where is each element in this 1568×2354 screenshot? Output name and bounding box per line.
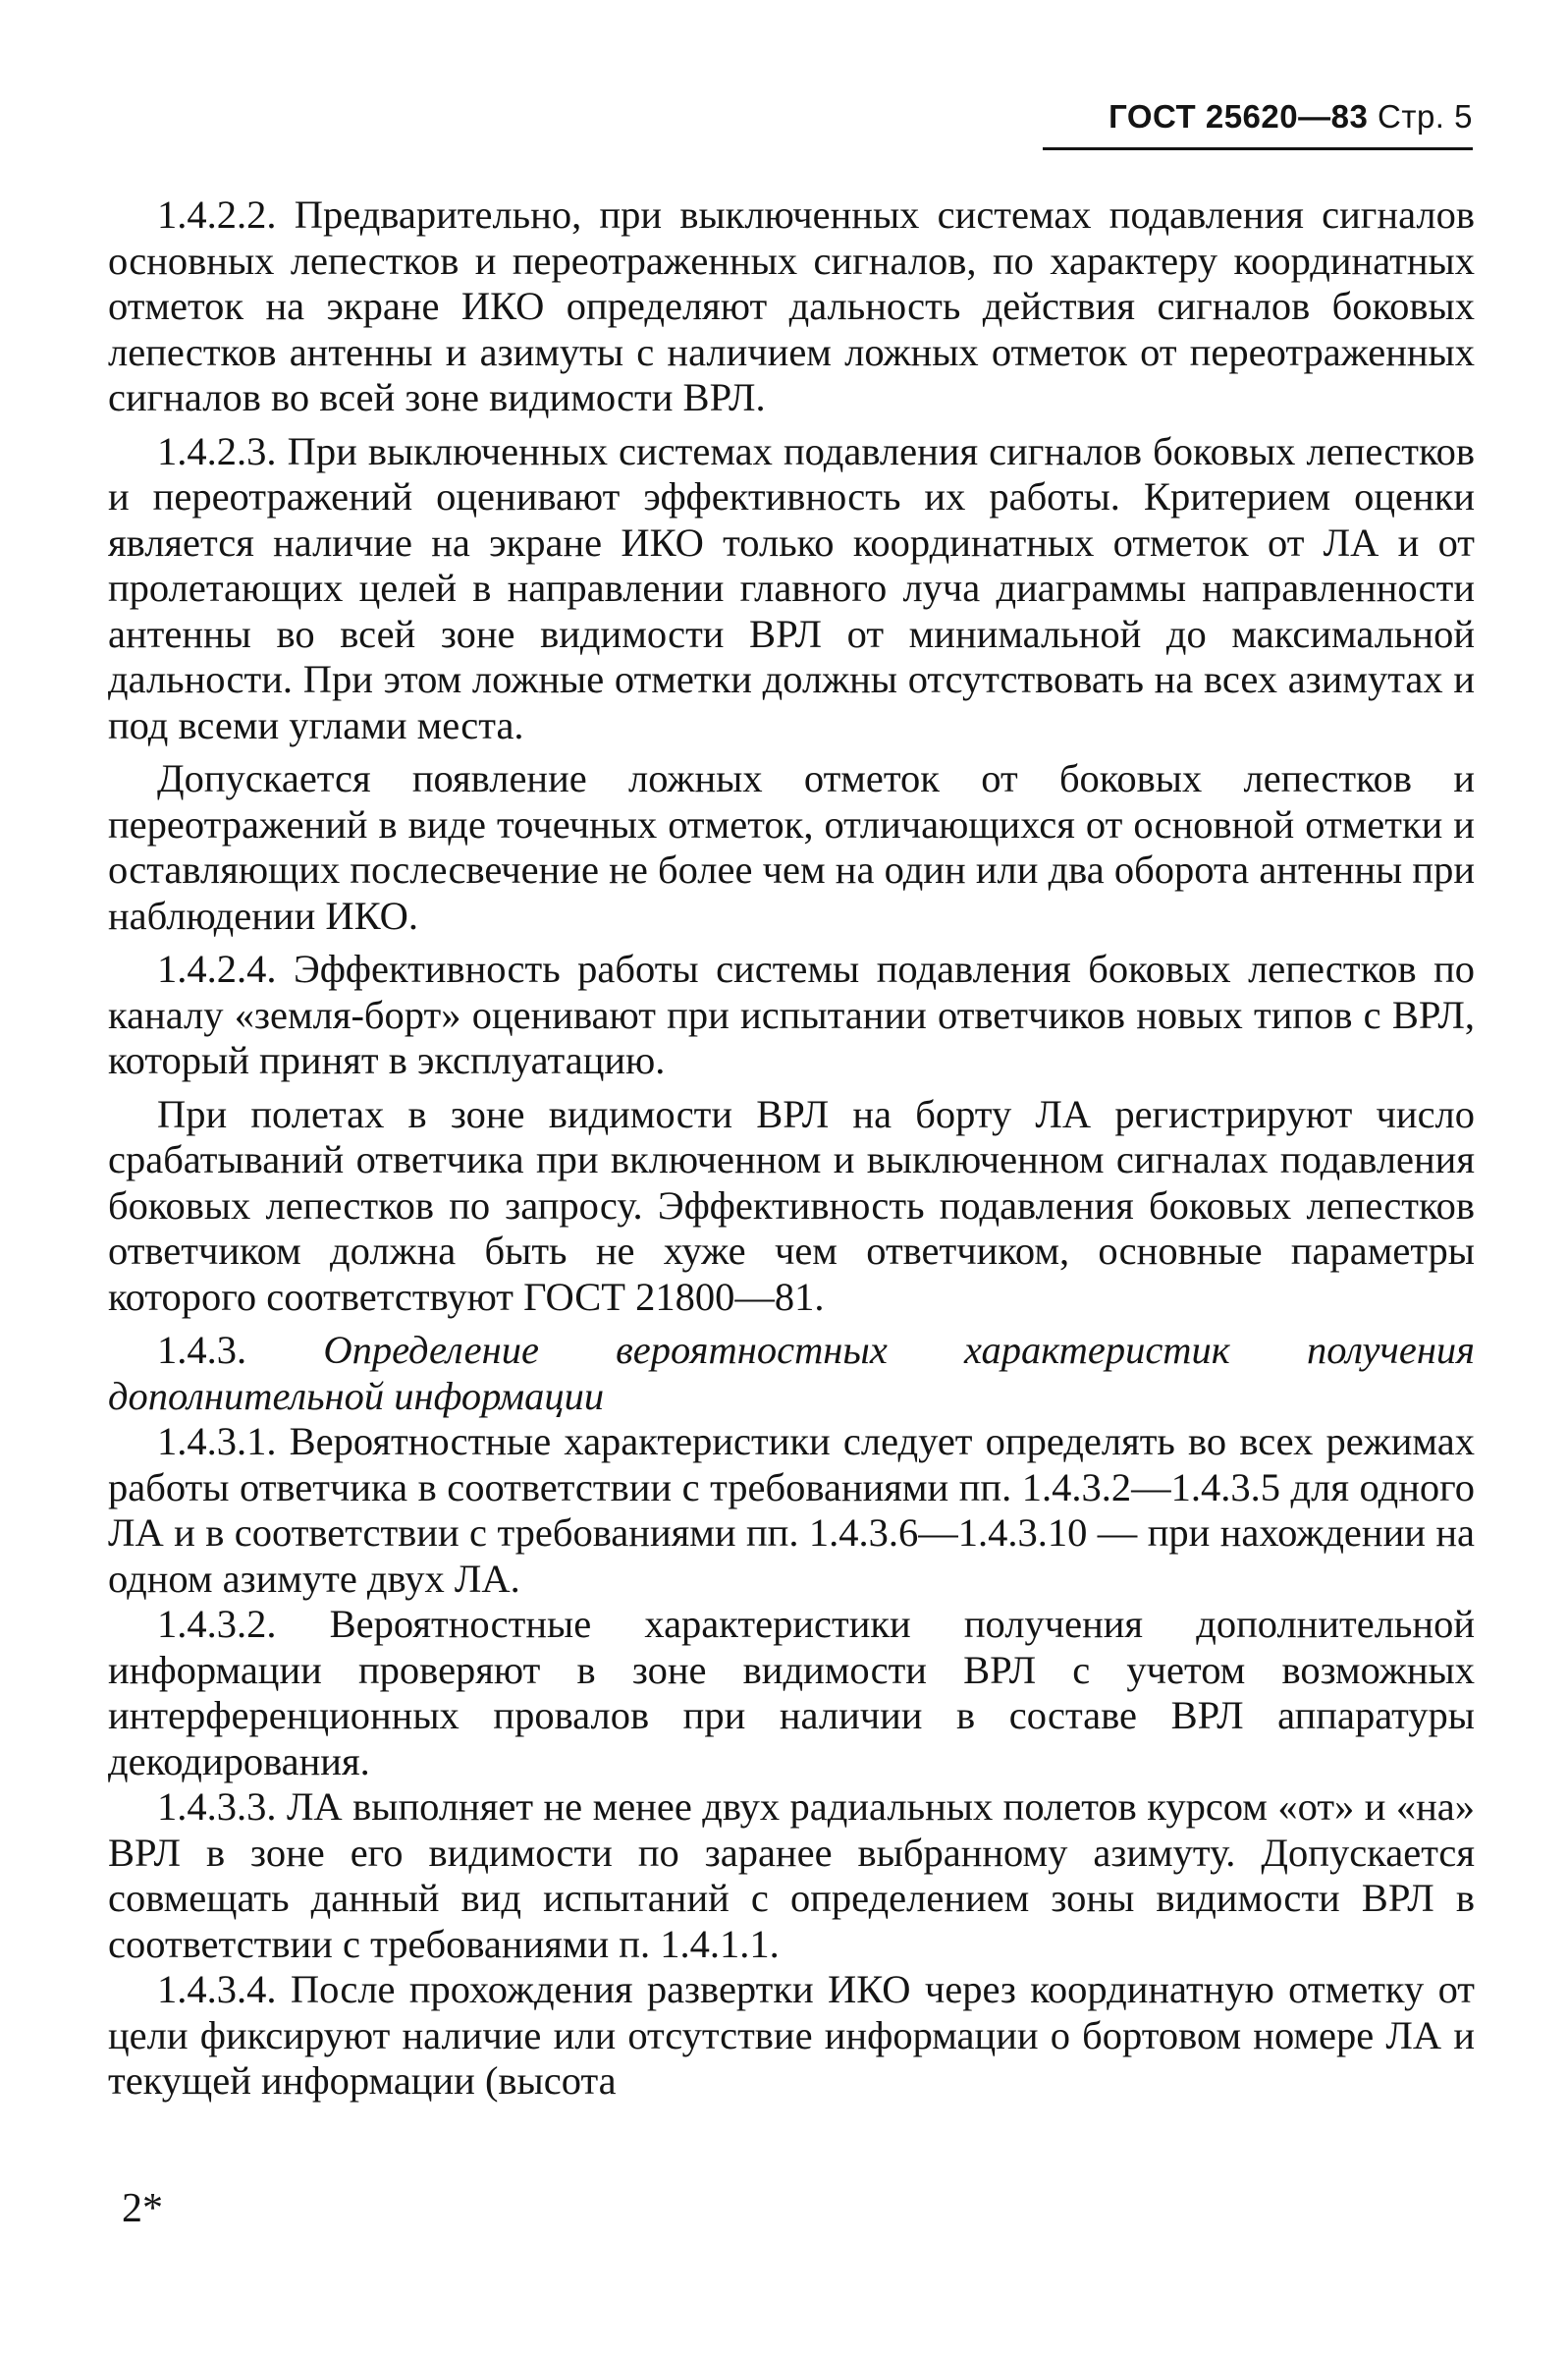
- paragraph-1-4-2-2: [108, 192, 1475, 421]
- paragraph-flights: [108, 1092, 1475, 1321]
- paragraph-text: Предварительно, при выключенных системах подавления сигналов основных лепестков и переотраженных сигналов, по характеру координатных отметок на экране ИКО определяют дальность действия сигналов боковых лепестков антенны и азимуты с наличием ложных отметок от переотраженных сигналов во всей зоне видимости ВРЛ.: [108, 192, 1475, 419]
- header-rule: [1043, 147, 1473, 150]
- paragraph-text: После прохождения развертки ИКО через координатную отметку от цели фиксируют наличие или отсутствие информации о бортовом номере ЛА и текущей информации (высота: [108, 1967, 1476, 2103]
- standard-number: ГОСТ 25620—83: [1108, 98, 1369, 135]
- section-heading-1-4-3: [108, 1328, 1475, 1419]
- paragraph-1-4-3-2: [108, 1602, 1475, 1784]
- clause-number: 1.4.2.4.: [157, 947, 277, 991]
- page-header: [1041, 98, 1473, 153]
- clause-number: 1.4.3.: [157, 1328, 247, 1372]
- paragraph-text: Эффективность работы системы подавления боковых лепестков по каналу «земля-борт» оценивают при испытании ответчиков новых типов с ВРЛ, который принят в эксплуатацию.: [108, 947, 1475, 1082]
- paragraph-1-4-3-3: [108, 1784, 1475, 1967]
- paragraph-text: При выключенных системах подавления сигналов боковых лепестков и переотражений оценивают эффективность их работы. Критерием оценки является наличие на экране ИКО только координатных отметок от ЛА и от пролетающих целей в направлении главного луча диаграммы направленности антенны во всей зоне видимости ВРЛ от минимальной до максимальной дальности. При этом ложные отметки должны отсутствовать на всех азимутах и под всеми углами места.: [108, 428, 1476, 747]
- paragraph-text: Вероятностные характеристики получения дополнительной информации проверяют в зоне видимости ВРЛ с учетом возможных интерференционных провалов при наличии в составе ВРЛ аппаратуры декодирования.: [108, 1602, 1475, 1783]
- paragraph-false-marks: [108, 756, 1475, 939]
- clause-number: 1.4.2.2.: [157, 192, 277, 237]
- paragraph-1-4-3-1: [108, 1419, 1475, 1602]
- clause-number: 1.4.3.1.: [157, 1419, 277, 1463]
- paragraph-text: ЛА выполняет не менее двух радиальных полетов курсом «от» и «на» ВРЛ в зоне его видимости по заранее выбранному азимуту. Допускается совмещать данный вид испытаний с определением зоны видимости ВРЛ в соответствии с требованиями п. 1.4.1.1.: [108, 1784, 1475, 1966]
- clause-number: 1.4.2.3.: [157, 428, 277, 473]
- paragraph-text: Допускается появление ложных отметок от боковых лепестков и переотражений в виде точечных отметок, отличающихся от основной отметки и оставляющих послесвечение не более чем на один или два оборота антенны при наблюдении ИКО.: [108, 756, 1475, 938]
- page-number: Стр. 5: [1378, 98, 1473, 135]
- paragraph-1-4-2-4: [108, 947, 1475, 1084]
- signature-mark: 2*: [122, 2186, 163, 2231]
- paragraph-text: При полетах в зоне видимости ВРЛ на борту ЛА регистрируют число срабатываний ответчика при включенном и выключенном сигналах подавления боковых лепестков по запросу. Эффективность подавления боковых лепестков ответчиком должна быть не хуже чем ответчиком, основные параметры которого соответствуют ГОСТ 21800—81.: [108, 1091, 1475, 1319]
- clause-number: 1.4.3.2.: [157, 1602, 277, 1646]
- paragraph-1-4-3-4: [108, 1967, 1475, 2105]
- clause-number: 1.4.3.3.: [157, 1784, 277, 1829]
- paragraph-1-4-2-3: [108, 429, 1475, 749]
- clause-number: 1.4.3.4.: [157, 1967, 277, 2011]
- section-title: Определение вероятностных характеристик получения дополнительной информации: [108, 1328, 1475, 1418]
- document-body: [108, 192, 1475, 2105]
- paragraph-text: Вероятностные характеристики следует определять во всех режимах работы ответчика в соответствии с требованиями пп. 1.4.3.2—1.4.3.5 для одного ЛА и в соответствии с требованиями пп. 1.4.3.6—1.4.3.10 — при нахождении на одном азимуте двух ЛА.: [108, 1419, 1475, 1601]
